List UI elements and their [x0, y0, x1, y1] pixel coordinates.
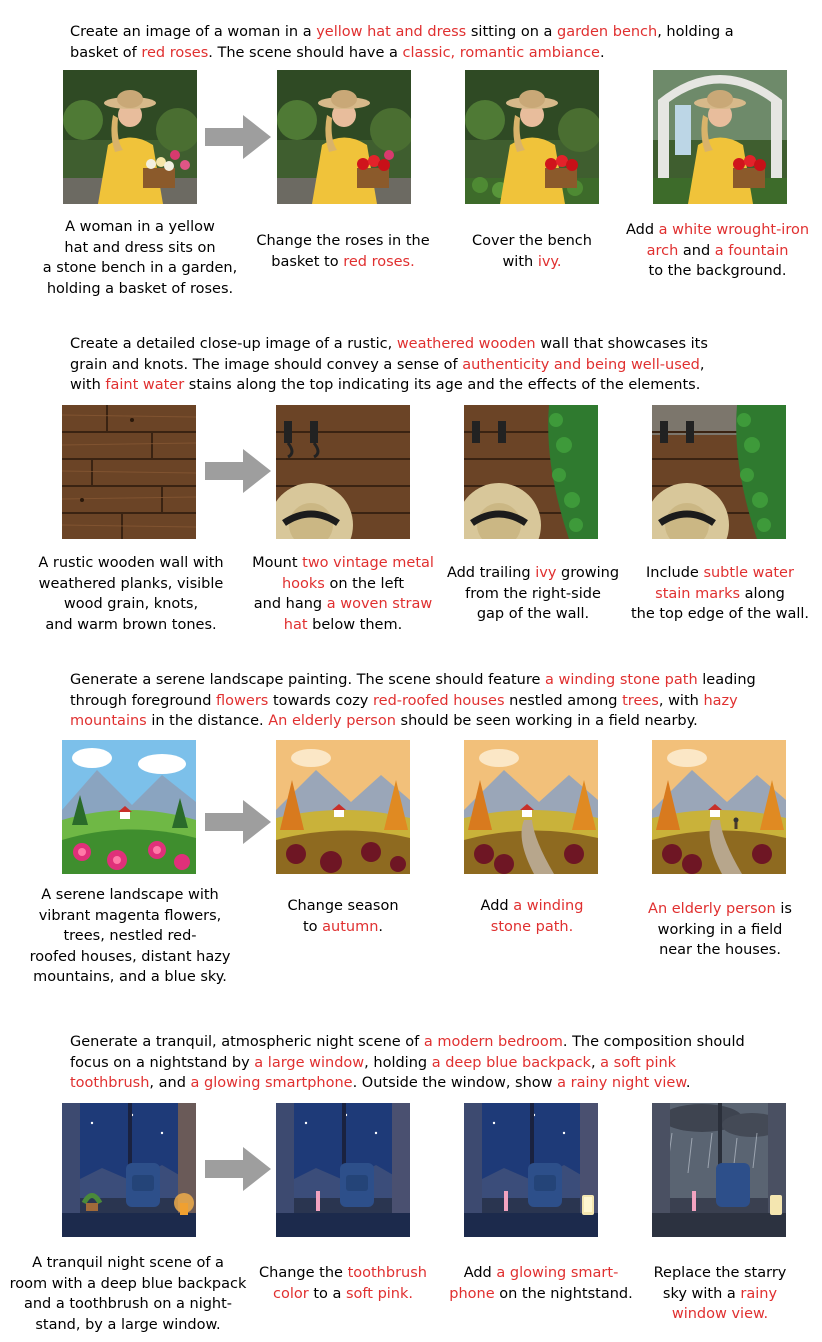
text-line [70, 691, 810, 712]
caption-edit-2 [450, 896, 614, 937]
text-line [620, 899, 820, 920]
text-segment: focus on a nightstand by [70, 1054, 255, 1071]
text-line [450, 252, 614, 273]
text-segment: grain and knots. The image should convey a sense of [70, 356, 463, 373]
text-line [620, 920, 820, 941]
text-line [70, 43, 810, 64]
text-segment: towards cozy [268, 692, 373, 709]
text-line [240, 615, 446, 636]
highlighted-text: classic, romantic ambiance [402, 44, 600, 61]
text-line [620, 604, 820, 625]
text-line [4, 1253, 252, 1274]
woman-ivy-bench-image [465, 70, 599, 204]
text-line [240, 231, 446, 252]
arrow-icon [205, 449, 271, 493]
text-segment: Add [480, 898, 514, 914]
arrow-icon [205, 115, 271, 159]
text-segment: Include [646, 565, 704, 581]
caption-edit-2 [450, 231, 614, 272]
text-segment: Mount [252, 555, 303, 571]
wooden-wall-original-image [62, 405, 196, 539]
landscape-elderly-person-image [652, 740, 786, 874]
wall-water-stains-image [652, 405, 786, 539]
text-line [20, 615, 242, 636]
text-segment: to [302, 918, 323, 935]
woman-red-roses-image [277, 70, 411, 204]
text-segment: . Outside the window, show [352, 1075, 558, 1091]
text-line [40, 238, 240, 259]
text-segment: and hang [253, 596, 327, 612]
text-line [440, 604, 626, 625]
highlighted-text: a deep blue backpack [431, 1054, 591, 1071]
highlighted-text: a soft pink [600, 1054, 677, 1071]
text-segment: Add [463, 1265, 497, 1281]
highlighted-text: soft pink. [346, 1285, 413, 1302]
text-segment: stains along the top indicating its age and the effects of the elements. [184, 377, 701, 393]
text-line [4, 1274, 252, 1295]
text-segment: weathered planks, visible [38, 575, 224, 592]
text-segment: on the nightstand. [494, 1285, 633, 1302]
text-segment: basket of [70, 44, 142, 61]
text-segment: A woman in a yellow [65, 219, 215, 235]
highlighted-text: yellow hat and dress [316, 24, 467, 40]
highlighted-text: arch [646, 242, 679, 259]
text-segment: and warm brown tones. [45, 616, 217, 633]
caption-edit-3 [620, 1263, 820, 1325]
text-line [240, 1284, 446, 1305]
text-segment: , [699, 356, 705, 373]
highlighted-text: toothbrush [347, 1265, 427, 1281]
text-segment: A tranquil night scene of a [32, 1255, 224, 1271]
text-segment: along [740, 585, 785, 602]
text-segment: . [685, 1075, 691, 1091]
text-line [40, 279, 240, 300]
bedroom-original-image [62, 1103, 196, 1237]
highlighted-text: hat [283, 616, 308, 633]
highlighted-text: red roses [141, 44, 209, 61]
text-line [450, 896, 614, 917]
caption-edit-3 [620, 899, 820, 961]
highlighted-text: weathered wooden [396, 336, 536, 352]
highlighted-text: color [273, 1285, 309, 1302]
caption-original [4, 1253, 252, 1335]
text-line [450, 231, 614, 252]
highlighted-text: hazy [703, 692, 738, 709]
text-segment: hat and dress sits on [64, 239, 216, 256]
caption-edit-3 [615, 220, 820, 282]
text-segment: vibrant magenta flowers, [38, 907, 222, 924]
text-line [240, 252, 446, 273]
caption-edit-2 [440, 563, 626, 625]
bedroom-rainy-window-image [652, 1103, 786, 1237]
caption-edit-1 [240, 1263, 446, 1304]
text-segment: A rustic wooden wall with [38, 555, 224, 571]
text-segment: . The composition should [562, 1034, 745, 1050]
highlighted-text: autumn [322, 918, 379, 935]
text-segment: and [678, 242, 715, 259]
highlighted-text: garden bench [557, 24, 658, 40]
highlighted-text: window view. [671, 1306, 769, 1322]
text-segment: Add [625, 222, 659, 238]
text-line [70, 1032, 810, 1053]
caption-edit-1 [240, 553, 446, 635]
text-segment: Generate a tranquil, atmospheric night scene of [70, 1034, 424, 1050]
text-segment: Cover the bench [472, 233, 592, 249]
text-segment: nestled among [504, 692, 623, 709]
wall-hooks-hat-image [276, 405, 410, 539]
highlighted-text: a glowing smart- [496, 1265, 619, 1281]
highlighted-text: An elderly person [268, 713, 396, 729]
text-line [8, 967, 252, 988]
text-segment: Add trailing [446, 565, 536, 581]
text-line [240, 896, 446, 917]
text-line [440, 563, 626, 584]
text-segment: . [599, 44, 605, 61]
caption-edit-1 [240, 896, 446, 937]
text-line [8, 906, 252, 927]
highlighted-text: flowers [216, 692, 269, 709]
highlighted-text: a woven straw [326, 596, 433, 612]
text-segment: sky with a [662, 1285, 741, 1302]
caption-edit-3 [620, 563, 820, 625]
text-segment: . The scene should have a [208, 44, 403, 61]
text-line [240, 574, 446, 595]
text-segment: in the distance. [146, 713, 269, 729]
highlighted-text: a fountain [714, 242, 789, 259]
highlighted-text: trees [622, 692, 659, 709]
highlighted-text: a modern bedroom [423, 1034, 563, 1050]
text-line [240, 1263, 446, 1284]
wall-ivy-image [464, 405, 598, 539]
landscape-autumn-image [276, 740, 410, 874]
text-segment: gap of the wall. [476, 606, 590, 622]
arrow-icon [205, 1147, 271, 1191]
highlighted-text: a winding stone path [545, 672, 698, 688]
text-line [8, 947, 252, 968]
highlighted-text: authenticity and being well-used [462, 356, 700, 373]
text-segment: room with a deep blue backpack [9, 1275, 247, 1292]
highlighted-text: a rainy night view [557, 1075, 686, 1091]
text-segment: Change the [259, 1265, 348, 1281]
prompt-text [70, 334, 810, 396]
text-line [620, 1263, 820, 1284]
text-segment: Create an image of a woman in a [70, 24, 317, 40]
highlighted-text: phone [449, 1285, 495, 1302]
text-line [440, 584, 626, 605]
text-line [40, 217, 240, 238]
caption-original [8, 885, 252, 988]
text-segment: Change season [287, 898, 399, 914]
text-segment: A serene landscape with [41, 887, 219, 903]
woman-original-image [63, 70, 197, 204]
text-line [436, 1284, 646, 1305]
text-line [615, 261, 820, 282]
text-segment: through foreground [70, 692, 217, 709]
highlighted-text: subtle water [703, 565, 794, 581]
text-line [70, 711, 810, 732]
text-segment: , holding a [657, 24, 734, 40]
text-line [240, 917, 446, 938]
highlighted-text: toothbrush [70, 1075, 150, 1091]
text-segment: below them. [307, 616, 403, 633]
landscape-stone-path-image [464, 740, 598, 874]
text-segment: to the background. [648, 263, 787, 279]
text-segment: , with [658, 692, 704, 709]
text-line [70, 22, 810, 43]
text-line [40, 258, 240, 279]
highlighted-text: mountains [70, 713, 147, 729]
highlighted-text: red-roofed houses [373, 692, 505, 709]
text-segment: , holding [364, 1054, 432, 1071]
text-line [70, 334, 810, 355]
text-segment: the top edge of the wall. [630, 606, 810, 622]
text-line [20, 553, 242, 574]
highlighted-text: red roses. [343, 253, 415, 270]
caption-original [20, 553, 242, 635]
text-segment: , and [149, 1075, 191, 1091]
highlighted-text: rainy [740, 1285, 778, 1302]
text-segment: mountains, and a blue sky. [33, 969, 227, 985]
text-segment: near the houses. [659, 942, 781, 958]
text-line [620, 1284, 820, 1305]
text-line [240, 594, 446, 615]
text-segment: on the left [324, 575, 405, 592]
text-segment: Generate a serene landscape painting. The scene should feature [70, 672, 546, 688]
text-segment: , [590, 1054, 601, 1071]
text-line [70, 1073, 810, 1094]
highlighted-text: a glowing smartphone [190, 1075, 353, 1091]
woman-arch-fountain-image [653, 70, 787, 204]
text-segment: with [70, 377, 106, 393]
text-line [615, 220, 820, 241]
text-segment: growing [556, 565, 620, 581]
text-segment: from the right-side [465, 585, 601, 602]
text-segment: is [775, 901, 792, 917]
text-segment: wall that showcases its [535, 336, 708, 352]
text-segment: Create a detailed close-up image of a rustic, [70, 336, 397, 352]
text-line [8, 885, 252, 906]
text-line [20, 574, 242, 595]
text-line [4, 1294, 252, 1315]
text-segment: Change the roses in the [256, 233, 430, 249]
text-segment: and a toothbrush on a night- [23, 1296, 233, 1312]
highlighted-text: stain marks [655, 585, 741, 602]
highlighted-text: An elderly person [648, 901, 776, 917]
text-segment: to a [308, 1285, 346, 1302]
highlighted-text: a large window [254, 1054, 365, 1071]
text-segment: roofed houses, distant hazy [29, 948, 231, 965]
text-line [8, 926, 252, 947]
highlighted-text: ivy. [537, 253, 562, 270]
text-segment: trees, nestled red- [63, 928, 197, 944]
text-segment: holding a basket of roses. [46, 280, 234, 297]
bedroom-smartphone-image [464, 1103, 598, 1237]
text-segment: stand, by a large window. [35, 1316, 221, 1333]
caption-original [40, 217, 240, 299]
text-segment: with [502, 253, 538, 270]
text-line [70, 375, 810, 396]
text-segment: Replace the starry [653, 1265, 787, 1281]
text-line [620, 1304, 820, 1325]
text-line [4, 1315, 252, 1336]
text-line [436, 1263, 646, 1284]
text-line [240, 553, 446, 574]
highlighted-text: a white wrought-iron [658, 222, 810, 238]
prompt-text [70, 22, 810, 63]
text-segment: working in a field [657, 921, 783, 938]
highlighted-text: ivy [535, 565, 557, 581]
text-segment: should be seen working in a field nearby. [395, 713, 698, 729]
text-line [620, 940, 820, 961]
arrow-icon [205, 800, 271, 844]
text-line [620, 584, 820, 605]
text-segment: a stone bench in a garden, [42, 260, 238, 276]
caption-edit-2 [436, 1263, 646, 1304]
prompt-text [70, 1032, 810, 1094]
text-line [70, 670, 810, 691]
text-segment: . [378, 918, 384, 935]
text-line [450, 917, 614, 938]
text-segment: leading [697, 672, 756, 688]
prompt-text [70, 670, 810, 732]
text-line [70, 355, 810, 376]
text-line [620, 563, 820, 584]
highlighted-text: a winding [513, 898, 584, 914]
text-line [70, 1053, 810, 1074]
text-segment: wood grain, knots, [63, 596, 199, 612]
text-line [20, 594, 242, 615]
highlighted-text: stone path. [490, 918, 574, 935]
bedroom-pink-toothbrush-image [276, 1103, 410, 1237]
highlighted-text: faint water [105, 377, 185, 393]
landscape-original-image [62, 740, 196, 874]
text-segment: sitting on a [466, 24, 558, 40]
highlighted-text: hooks [281, 575, 325, 592]
caption-edit-1 [240, 231, 446, 272]
text-segment: basket to [271, 253, 344, 270]
text-line [615, 241, 820, 262]
highlighted-text: two vintage metal [302, 555, 434, 571]
